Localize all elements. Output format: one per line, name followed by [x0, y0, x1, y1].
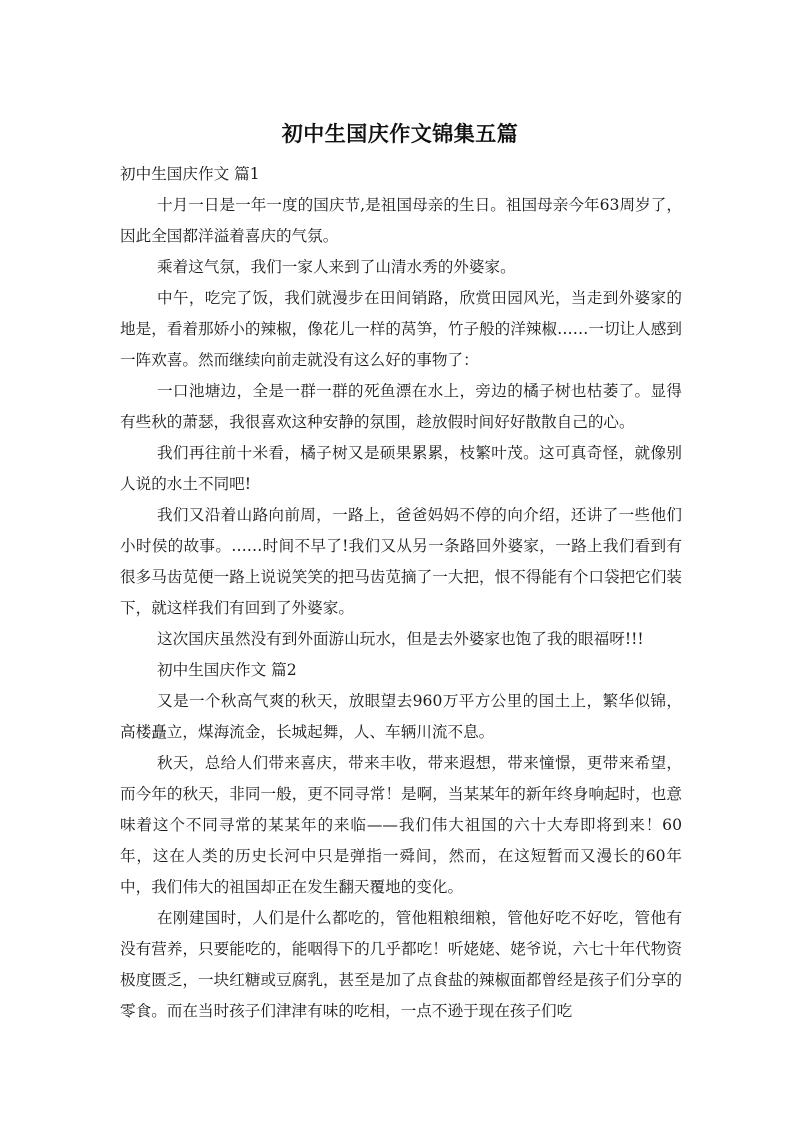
paragraph: 在刚建国时，人们是什么都吃的，管他粗粮细粮，管他好吃不好吃，管他有没有营养，只要能吃的，能咽得下的几乎都吃！听姥姥、姥爷说，六七十年代物资极度匮乏，一块红糖或豆腐乳，甚至是加了点食盐的辣椒面都曾经是孩子们分享的零食。而在当时孩子们津津有味的吃相，一点不逊于现在孩子们吃	[120, 909, 682, 1020]
paragraph: 一口池塘边，全是一群一群的死鱼漂在水上，旁边的橘子树也枯萎了。显得有些秋的萧瑟，我很喜欢这种安静的氛围，趁放假时间好好散散自己的心。	[120, 382, 682, 431]
paragraph: 中午，吃完了饭，我们就漫步在田间销路，欣赏田园风光，当走到外婆家的地是，看着那娇小的辣椒，像花儿一样的莴笋，竹子般的洋辣椒……一切让人感到一阵欢喜。然而继续向前走就没有这么好的事物了：	[120, 289, 682, 369]
section-heading-1: 初中生国庆作文 篇1	[120, 165, 260, 183]
paragraph: 秋天，总给人们带来喜庆，带来丰收，带来遐想，带来憧憬，更带来希望，而今年的秋天，非同一般，更不同寻常！是啊，当某某年的新年终身响起时，也意味着这个不同寻常的某某年的来临——我们伟大祖国的六十大寿即将到来！60年，这在人类的历史长河中只是弹指一舜间，然而，在这短暂而又漫长的60年中，我们伟大的祖国却正在发生翻天覆地的变化。	[120, 754, 682, 896]
document-title: 初中生国庆作文锦集五篇	[281, 122, 519, 146]
paragraph: 又是一个秋高气爽的秋天，放眼望去960万平方公里的国土上，繁华似锦，高楼矗立，煤海流金，长城起舞，人、车辆川流不息。	[120, 692, 682, 741]
document-body	[120, 159, 682, 1027]
paragraph: 十月一日是一年一度的国庆节,是祖国母亲的生日。祖国母亲今年63周岁了，因此全国都洋溢着喜庆的气氛。	[120, 196, 682, 245]
paragraph: 乘着这气氛，我们一家人来到了山清水秀的外婆家。	[157, 258, 516, 276]
paragraph: 我们又沿着山路向前周，一路上，爸爸妈妈不停的向介绍，还讲了一些他们小时侯的故事。……时间不早了!我们又从另一条路回外婆家，一路上我们看到有很多马齿苋便一路上说说笑笑的把马齿苋摘了一大把，恨不得能有个口袋把它们装下，就这样我们有回到了外婆家。	[120, 506, 682, 617]
paragraph: 这次国庆虽然没有到外面游山玩水，但是去外婆家也饱了我的眼福呀!!!	[157, 630, 644, 648]
paragraph: 我们再往前十米看，橘子树又是硕果累累，枝繁叶茂。这可真奇怪，就像别人说的水土不同吧!	[120, 444, 682, 493]
section-heading-2: 初中生国庆作文 篇2	[157, 661, 297, 679]
